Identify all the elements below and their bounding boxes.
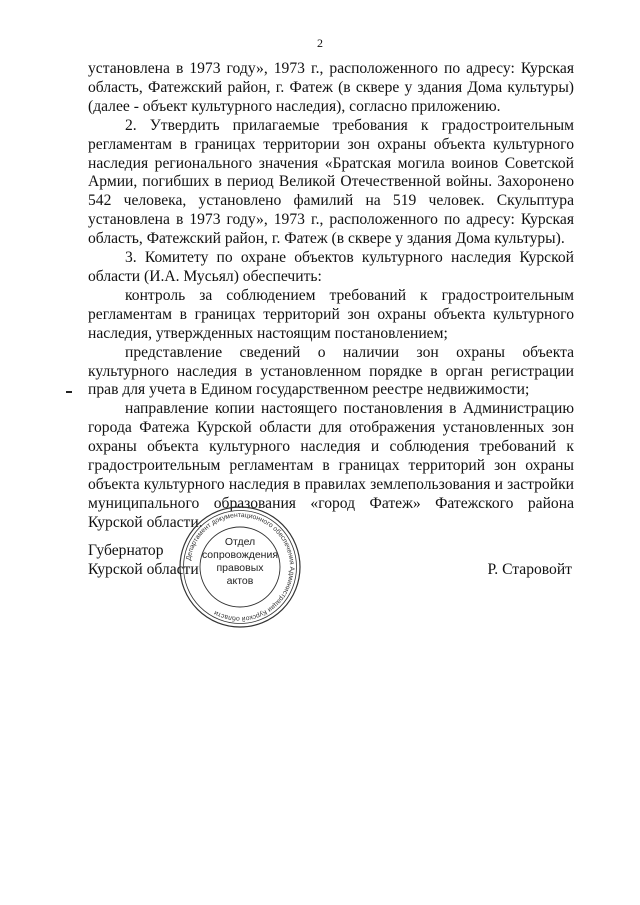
paragraph-continuation: установлена в 1973 году», 1973 г., расположенного по адресу: Курская область, Фатежский район, г. Фатеж (в сквере у здания Дома культуры) (далее - объект культурного наследия), согласно приложению. bbox=[88, 60, 574, 115]
signatory-region: Курской области bbox=[88, 561, 199, 578]
stamp-text-line: правовых bbox=[216, 562, 264, 574]
signatory-position bbox=[88, 541, 199, 579]
signatory-title: Губернатор bbox=[88, 542, 164, 559]
signatory-name: Р. Старовойт bbox=[487, 561, 572, 578]
stamp-ring-text: Департамент документационного обеспечения Администрации Курской области bbox=[185, 511, 296, 623]
paragraph-registry: представление сведений о наличии зон охраны объекта культурного наследия в установленном порядке в орган регистрации прав для учета в Едином государственном реестре недвижимости; bbox=[88, 343, 574, 399]
paragraph-control: контроль за соблюдением требований к градостроительным регламентам в границах территорий зон охраны объекта культурного наследия, утвержденных настоящим постановлением; bbox=[88, 286, 574, 342]
paragraph-item-3: 3. Комитету по охране объектов культурного наследия Курской области (И.А. Мусьял) обеспечить: bbox=[88, 249, 574, 285]
stamp-text-line: Отдел bbox=[224, 536, 256, 548]
stamp-text-line: актов bbox=[226, 575, 254, 587]
page-number: 2 bbox=[317, 36, 323, 50]
margin-mark bbox=[66, 391, 72, 393]
paragraph-copy-direction: направление копии настоящего постановления в Администрацию города Фатежа Курской области для отображения установленных зон охраны объекта культурного наследия и соблюдения требований к градостроительным регламентам в границах территорий зон охраны объекта культурного наследия в правилах землепользования и застройки муниципального образования «город Фатеж» Фатежского района Курской области. bbox=[88, 400, 574, 531]
document-body bbox=[88, 60, 574, 533]
paragraph-item-2: 2. Утвердить прилагаемые требования к градостроительным регламентам в границах территории зон охраны объекта культурного наследия регионального значения «Братская могила воинов Советской Армии, погибших в период Великой Отечественной войны. Захоронено 542 человека, установлено фамилий на 519 человек. Скульптура установлена в 1973 году», 1973 г., расположенного по адресу: Курская область, Фатежский район, г. Фатеж (в сквере у здания Дома культуры). bbox=[88, 116, 574, 248]
stamp-text-line: сопровождения bbox=[201, 549, 279, 561]
